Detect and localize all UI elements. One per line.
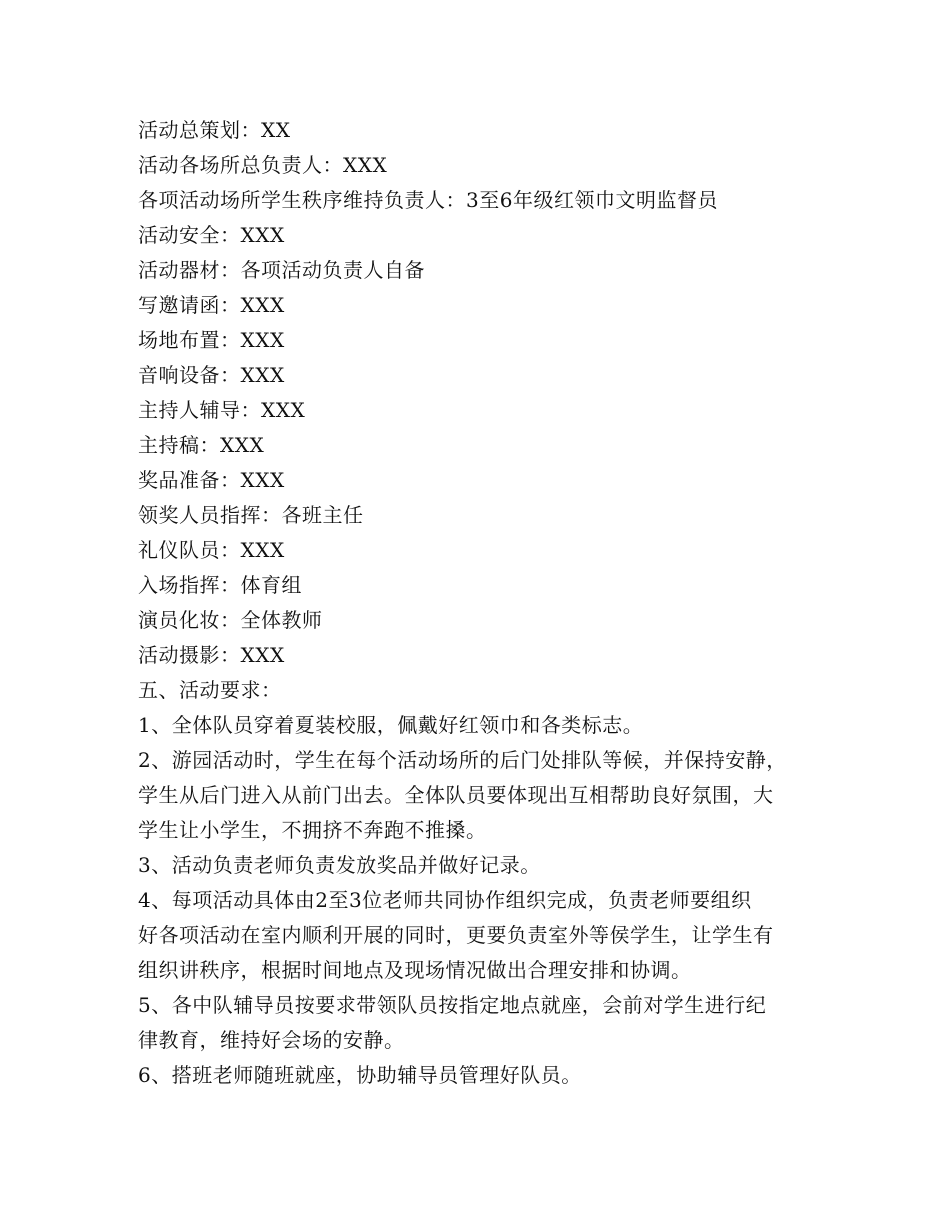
requirement-3 (138, 848, 818, 883)
requirement-5-line-2: 律教育，维持好会场的安静。 (138, 1028, 405, 1052)
role-line-host-coach: 主持人辅导：XXX (138, 398, 306, 422)
requirement-2-line-2: 学生从后门进入从前门出去。全体队员要体现出互相帮助良好氛围，大 (138, 783, 774, 807)
role-line-safety: 活动安全：XXX (138, 223, 285, 247)
requirement-2-line-1: 2、游园活动时，学生在每个活动场所的后门处排队等候，并保持安静， (138, 748, 787, 772)
role-line-venue-head: 活动各场所总负责人：XXX (138, 153, 388, 177)
role-line-planner: 活动总策划：XX (138, 118, 291, 142)
requirement-5-line-1: 5、各中队辅导员按要求带领队员按指定地点就座，会前对学生进行纪 (138, 993, 767, 1017)
section-heading: 五、活动要求： (138, 678, 282, 702)
requirement-2-line-3: 学生让小学生，不拥挤不奔跑不推搡。 (138, 818, 487, 842)
requirement-2 (138, 743, 818, 848)
requirement-6-line-1: 6、搭班老师随班就座，协助辅导员管理好队员。 (138, 1063, 582, 1087)
document-page (138, 113, 818, 1093)
requirement-3-line-1: 3、活动负责老师负责发放奖品并做好记录。 (138, 853, 541, 877)
role-line-award-direction: 领奖人员指挥：各班主任 (138, 503, 364, 527)
requirement-4 (138, 883, 818, 988)
requirement-1 (138, 708, 818, 743)
role-line-makeup: 演员化妆：全体教师 (138, 608, 323, 632)
role-line-order: 各项活动场所学生秩序维持负责人：3至6年级红领巾文明监督员 (138, 188, 718, 212)
role-line-photography: 活动摄影：XXX (138, 643, 285, 667)
role-line-invitation: 写邀请函：XXX (138, 293, 285, 317)
requirement-4-line-1: 4、每项活动具体由2至3位老师共同协作组织完成，负责老师要组织 (138, 888, 752, 912)
requirement-1-line-1: 1、全体队员穿着夏装校服，佩戴好红领巾和各类标志。 (138, 713, 644, 737)
role-line-layout: 场地布置：XXX (138, 328, 285, 352)
requirement-4-line-3: 组织讲秩序，根据时间地点及现场情况做出合理安排和协调。 (138, 958, 692, 982)
role-line-audio: 音响设备：XXX (138, 363, 285, 387)
role-line-script: 主持稿：XXX (138, 433, 265, 457)
role-line-etiquette: 礼仪队员：XXX (138, 538, 285, 562)
requirement-4-line-2: 好各项活动在室内顺利开展的同时，更要负责室外等侯学生，让学生有 (138, 923, 774, 947)
requirement-6 (138, 1058, 818, 1093)
role-line-entrance: 入场指挥：体育组 (138, 573, 302, 597)
role-line-prizes: 奖品准备：XXX (138, 468, 285, 492)
role-line-equipment: 活动器材：各项活动负责人自备 (138, 258, 425, 282)
requirement-5 (138, 988, 818, 1058)
